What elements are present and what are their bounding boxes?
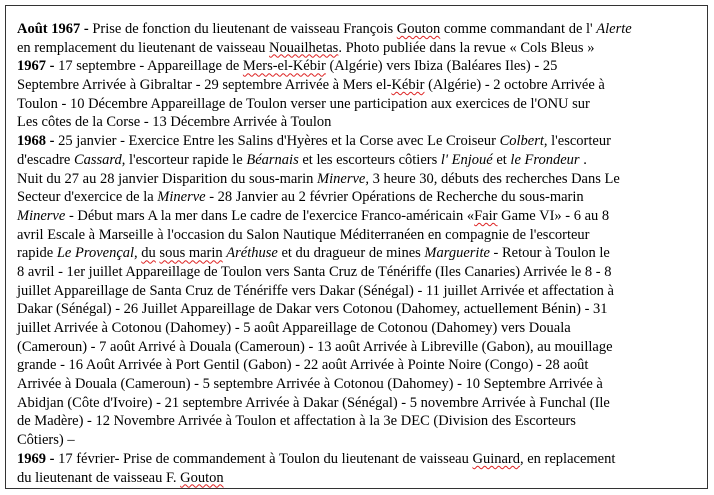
text-line bbox=[17, 394, 701, 413]
text-run: grande - 16 Août Arrivée à Port Gentil (Gabon) - 22 août Arrivée à Pointe Noire (Congo) - 28 août bbox=[17, 357, 589, 374]
text-run: 8 avril - 1er juillet Appareillage de Toulon vers Santa Cruz de Ténériffe (Iles Canaries) Arrivée le 8 - 8 bbox=[17, 263, 612, 280]
text-run: - Début mars A la mer dans Le cadre de l'exercice Franco-américain « bbox=[65, 207, 475, 224]
text-run: de Madère) - 12 Novembre Arrivée à Toulon et affectation à la 3e DEC (Division des Escorteurs bbox=[17, 413, 576, 430]
text-run: Fair bbox=[474, 207, 498, 224]
year-heading: 1968 - bbox=[17, 133, 59, 150]
document-frame bbox=[5, 5, 708, 489]
text-run: - Retour à Toulon le bbox=[489, 245, 610, 262]
text-run: Game VI» - 6 au 8 bbox=[497, 207, 610, 224]
year-heading: 1969 - bbox=[17, 450, 59, 467]
text-run: Gouton bbox=[396, 21, 441, 37]
ship-name: le Frondeur bbox=[510, 151, 580, 168]
text-line bbox=[17, 132, 701, 151]
text-run: et du dragueur de mines bbox=[277, 245, 425, 262]
ship-name: l' Enjoué bbox=[440, 151, 493, 168]
text-run: - 28 Janvier au 2 février Opérations de Recherche du sous-marin bbox=[205, 189, 584, 206]
text-run: juillet Appareillage de Santa Cruz de Ténériffe vers Dakar (Sénégal) - 11 juillet Arrivée et affectation à bbox=[17, 282, 614, 299]
year-heading: Août 1967 - bbox=[17, 21, 93, 37]
text-run: et les escorteurs côtiers bbox=[298, 151, 441, 168]
ship-name: Minerve bbox=[17, 207, 66, 224]
ship-name: Minerve, bbox=[317, 170, 369, 187]
text-run: Septembre Arrivée à Gibraltar - 29 septembre Arrivée à Mers el- bbox=[17, 77, 392, 94]
text-run: en remplacement du lieutenant de vaisseau bbox=[17, 39, 270, 56]
text-line bbox=[17, 319, 701, 338]
ship-name: Minerve bbox=[157, 189, 206, 206]
ship-name: Alerte bbox=[596, 21, 632, 37]
text-run: rapide bbox=[17, 245, 57, 262]
text-run: avril Escale à Marseille à l'occasion du Salon Nautique Méditerranéen en compagnie de l'escorteur bbox=[17, 226, 590, 243]
text-run: comme commandant de l' bbox=[440, 21, 597, 37]
text-line bbox=[17, 282, 701, 301]
text-run: , en replacement bbox=[519, 450, 616, 467]
text-line bbox=[17, 151, 701, 170]
text-line bbox=[17, 39, 701, 58]
text-run: Kébir bbox=[391, 77, 425, 94]
text-run: Arrivée à Douala (Cameroun) - 5 septembre Arrivée à Cotonou (Dahomey) - 10 Septembre Arrivée à bbox=[17, 376, 603, 393]
text-run: , l'escorteur bbox=[543, 133, 611, 150]
ship-name: Colbert bbox=[499, 133, 544, 150]
text-line bbox=[17, 188, 701, 207]
text-line bbox=[17, 226, 701, 245]
text-run: Côtiers) – bbox=[17, 432, 75, 449]
text-run: et bbox=[492, 151, 511, 168]
text-run: (Algérie) vers Ibiza (Baléares Iles) - 25 bbox=[325, 58, 558, 75]
text-line bbox=[17, 76, 701, 95]
text-run: . bbox=[579, 151, 587, 168]
text-line bbox=[17, 300, 701, 319]
text-run: Prise de fonction du lieutenant de vaisseau François bbox=[92, 21, 397, 37]
text-line bbox=[17, 170, 701, 189]
text-line bbox=[17, 375, 701, 394]
text-line bbox=[17, 469, 701, 488]
text-line bbox=[17, 113, 701, 132]
text-run: , bbox=[134, 245, 142, 262]
text-line bbox=[17, 338, 701, 357]
text-run: du lieutenant de vaisseau F. bbox=[17, 469, 181, 486]
text-run: juillet Arrivée à Cotonou (Dahomey) - 5 août Appareillage de Cotonou (Dahomey) vers Douala bbox=[17, 320, 571, 336]
text-run: Toulon - 10 Décembre Appareillage de Toulon verser une participation aux exercices de l'ONU sur bbox=[17, 95, 590, 112]
text-run: Mers-el-Kébir bbox=[242, 58, 326, 75]
text-run: Guinard bbox=[472, 450, 520, 467]
text-run: d'escadre bbox=[17, 151, 74, 168]
text-run: (Cameroun) - 7 août Arrivé à Douala (Cameroun) - 13 août Arrivée à Libreville (Gabon), au mouillage bbox=[17, 338, 613, 355]
text-line bbox=[17, 431, 701, 450]
ship-name: Cassard bbox=[73, 151, 122, 168]
text-line bbox=[17, 412, 701, 431]
text-run: Nouailhetas bbox=[269, 39, 339, 56]
text-run: (Algérie) - 2 octobre Arrivée à bbox=[424, 77, 605, 94]
text-run: Secteur d'exercice de la bbox=[17, 189, 158, 206]
text-line bbox=[17, 57, 701, 76]
text-run: du bbox=[141, 245, 156, 262]
text-line bbox=[17, 95, 701, 114]
text-line bbox=[17, 20, 701, 39]
text-run: , l'escorteur rapide le bbox=[121, 151, 247, 168]
text-run: Dakar (Sénégal) - 26 Juillet Appareillage de Dakar vers Cotonou (Dahomey, actuellement Bénin) - 31 bbox=[17, 301, 608, 318]
ship-name: Aréthuse bbox=[226, 245, 278, 262]
text-line bbox=[17, 207, 701, 226]
text-run: 25 janvier - Exercice Entre les Salins d'Hyères et la Corse avec Le Croiseur bbox=[58, 133, 500, 150]
text-line bbox=[17, 356, 701, 375]
text-run: . Photo publiée dans la revue « Cols Bleus » bbox=[338, 39, 595, 56]
text-run: 17 septembre - Appareillage de bbox=[58, 58, 243, 75]
text-run: Nuit du 27 au 28 janvier Disparition du sous-marin bbox=[17, 170, 318, 187]
ship-name: Marguerite bbox=[424, 245, 490, 262]
history-text bbox=[17, 20, 701, 487]
text-line bbox=[17, 263, 701, 282]
text-run: Les côtes de la Corse - 13 Décembre Arrivée à Toulon bbox=[17, 114, 332, 131]
ship-name: Le Provençal bbox=[56, 245, 135, 262]
text-line bbox=[17, 244, 701, 263]
ship-name: Béarnais bbox=[246, 151, 299, 168]
text-line bbox=[17, 450, 701, 469]
text-run: sous marin bbox=[159, 245, 223, 262]
text-run: 3 heure 30, débuts des recherches Dans Le bbox=[368, 170, 620, 187]
text-run: Abidjan (Côte d'Ivoire) - 21 septembre Arrivée à Dakar (Sénégal) - 5 novembre Arrivée à Funchal (Ile bbox=[17, 394, 610, 411]
text-run: Gouton bbox=[180, 469, 224, 486]
year-heading: 1967 - bbox=[17, 58, 59, 75]
text-run: 17 février- Prise de commandement à Toulon du lieutenant de vaisseau bbox=[58, 450, 473, 467]
